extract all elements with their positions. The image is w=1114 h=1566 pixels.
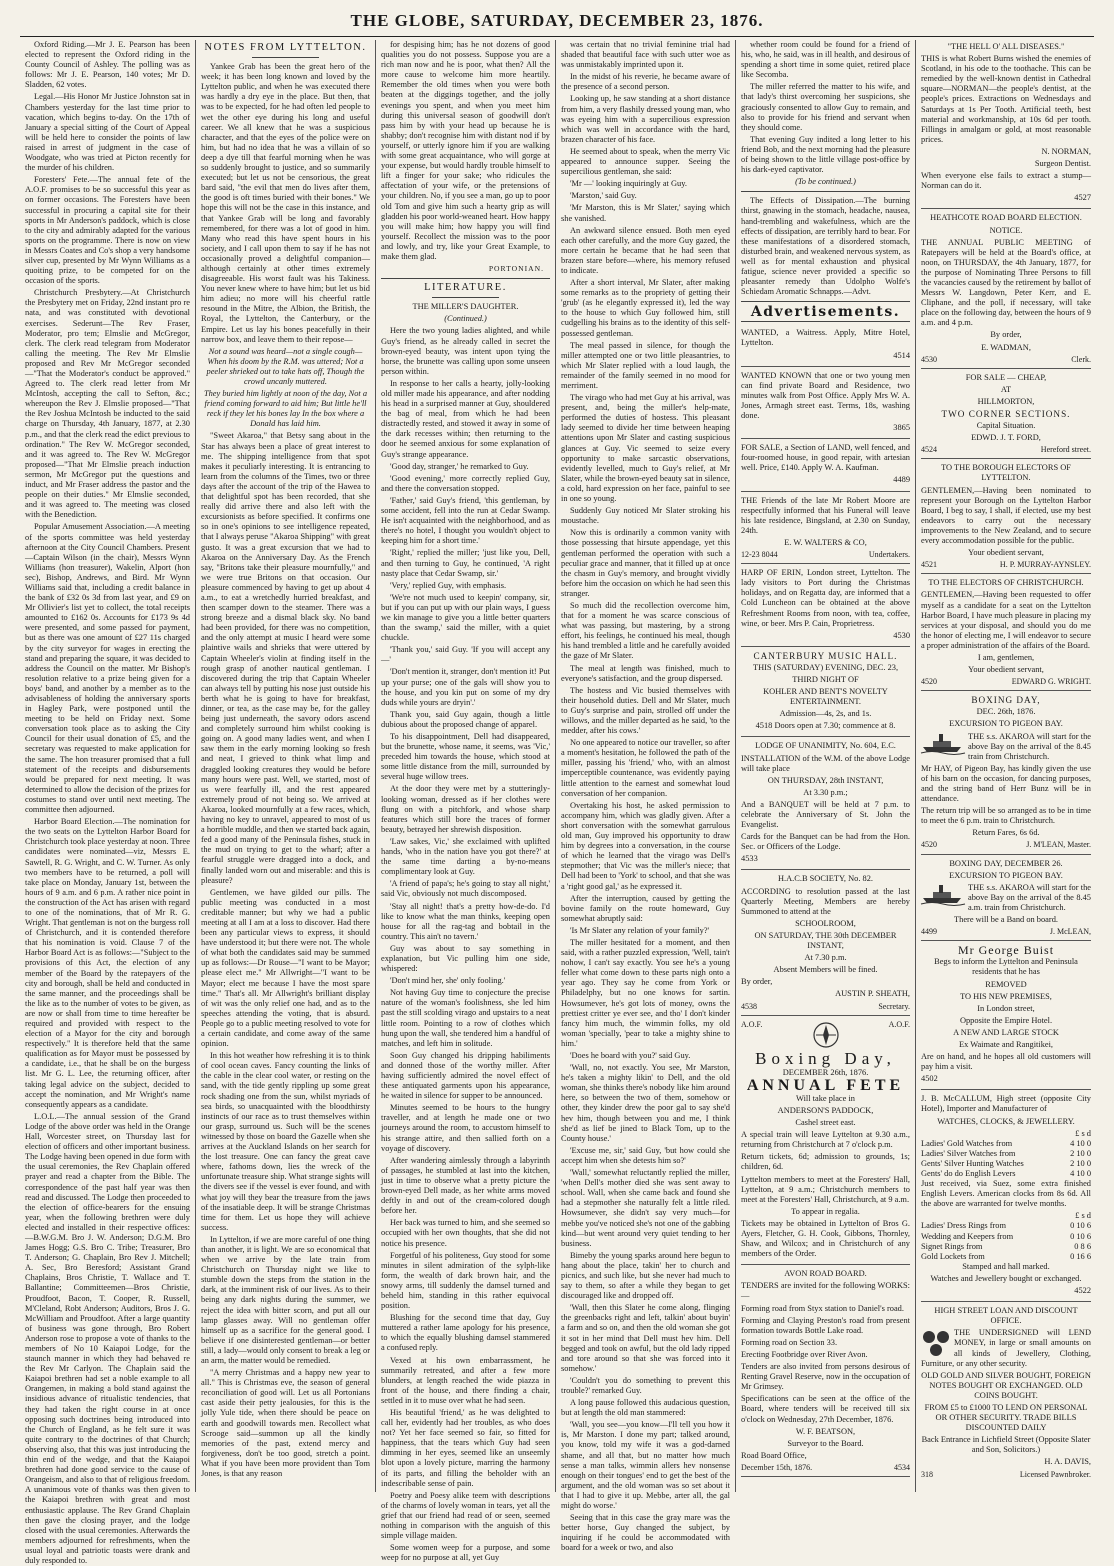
story-paragraph: So much did the recollection overcome him, that for a moment he was scarce conscious of what was passing, but mastering, by a strong effort, his feelings, he continued his meal, though his hand trembled a little and he carefully avoided the gaze of Mr Slater.: [561, 600, 730, 661]
story-paragraph: Thank you, said Guy again, though a little dubious about the proposed change of apparel.: [381, 709, 550, 729]
ad-title: BOXING DAY, DECEMBER 26.: [949, 858, 1063, 868]
ad-line: 4518 Doors open at 7.30; commence at 8.: [755, 721, 896, 731]
story-paragraph: 'Wall,' somewhat reluctantly replied the miller, 'when Dell's mother died she was sent away to school. Wall, when she came back and found she had a stepmother she naturally felt a little riled. Howsumever, she didn't say very much—for mebbe you've noticed she's not one of the gabbing kind—but went around very quiet tending to her business.: [561, 1168, 730, 1248]
price-row: [921, 1149, 1091, 1159]
ad-number: 4520: [921, 677, 937, 687]
ad-line: Opposite the Empire Hotel.: [959, 1015, 1053, 1025]
story-paragraph: To his disappointment, Dell had disappeared, but the brunette, whose name, it seems, was 'Vic,' preceded him towards the house, which stood at some little distance from the mill, surrounded by several huge willow trees.: [381, 732, 550, 782]
ad-waitress: [741, 326, 910, 366]
ad-line: FROM £5 to £1000 TO LEND ON PERSONAL OR OTHER SECURITY. TRADE BILLS DISCOUNTED DAILY: [924, 1402, 1088, 1433]
ad-title: BOXING DAY,: [971, 695, 1041, 706]
ad-role: Clerk.: [1071, 354, 1091, 364]
ad-title: HEATHCOTE ROAD BOARD ELECTION.: [930, 213, 1082, 223]
story-paragraph: 'Mr —' looking inquiringly at Guy.: [570, 179, 687, 189]
price-table: [921, 1129, 1091, 1179]
ad-text: INSTALLATION of the W.M. of the above Lodge will take place: [741, 753, 910, 773]
ad-text: Forming and Claying Preston's road from present formation towards Bottle Lake road.: [741, 1315, 910, 1335]
price-head: £ s d: [1075, 1211, 1091, 1221]
ad-line: TO HIS NEW PREMISES,: [960, 991, 1052, 1001]
ad-line: HILLMORTON,: [977, 396, 1035, 406]
article-paragraph: Yankee Grab has been the great hero of the week; it has been long known and loved by the Lyttelton public, and when he was executed there was hardly a dry eye in the place. But then, that was to be expected, for he had often led people to wet the other eye during his long and useful career. We all knew that he was a suspicious character, and that the eyes of the police were on him, but had no idea that he was a villain of so deep a dye till that fearful morning when he was so suddenly brought to justice, and so summarily executed; but let us not be censorious, the great bard said, "the evil that men do lives after them, the good is oft times buried with their bones." We hope this will not be the case in this instance, and that Yankee Grab will be long and favorably remembered, for there was a lot of good in him. Many who read this have spent hours in his society, and I call upon them to say if he has not occasionally proved a delightful companion—although certainly at other times extremely disagreeable. His worst fault was his Takiness. You never knew where to have him; but let us bid him adieu; no more will his cheerful rattle resound in the Mitre, the Albion, the British, the Royal, the Lyttelton, the Canterbury, or the Empire. Let us lay his bones peacefully in their narrow box, and leave them to their repose—: [201, 62, 370, 344]
ad-line: Ex Waimate and Rangitikei,: [958, 1039, 1054, 1049]
ad-line: There will be a Band on board.: [954, 915, 1058, 925]
story-paragraph: 'Wall, no, not exactly. You see, Mr Marston, he's taken a mighty likin' to Dell, and the old woman, she thinks there's nobody like him around here, so between the two of them, somehow or other, they kinder drew the poor gal to say she'd hev him, though between you and me, I think she'd as lief be jined to Black Tom, up to the County house.': [561, 1063, 730, 1143]
ad-text: HARP OF ERIN, London street, Lyttelton. The lady visitors to Port during the Christmas holidays, and on Regatta day, are informed that a Cold Luncheon can be obtained at the above Refreshment Rooms from noon, with tea, coffee, wine, or beer. Mrs P. Cain, Proprietress.: [741, 568, 910, 628]
article-paragraph: Gentlemen, we have gilded our pills. The public meeting was conducted in a most creditable manner; but why we had a public meeting at all I am at a loss to discover. Had there been any particular views to express, it should have understood it; but there were not. The whole of what both the candidates said may be summed up as follows:—Dr Rouse—"I want to be Mayor; please elect me." Mr Allwright—"I want to be Mayor; elect me because I have the most spare time." That's all. Mr Allwright's brilliant display of wit was the only relief one had, and as to the speeches attending the voting, that is absurd. People go to a public meeting resolved to vote for a certain candidate, and come away of the same opinion.: [201, 887, 370, 1049]
ad-number: 4514: [893, 350, 910, 360]
price-value: 0 8 6: [1074, 1241, 1091, 1251]
ad-loan-office: [921, 1304, 1091, 1483]
ad-text: THE Friends of the late Mr Robert Moore are respectfully informed that his Funeral will leave his late residence, Bingsland, at 2.30 on Sunday, 24th.: [741, 495, 910, 535]
story-paragraph: Now this is ordinarily a common vanity with those possessing that hirsute appendage, yet this gentleman performed the operation with such a peculiar grace and manner, that it filled up at once the chasm in Guy's memory, and brought vividly before him the occasion on which he had seen this stranger.: [561, 528, 730, 598]
ad-number: 4520: [921, 840, 937, 850]
ad-text: When everyone else fails to extract a stump—Norman can do it.: [921, 171, 1091, 191]
ad-footer: [921, 840, 1091, 850]
steamship-icon: [921, 883, 965, 905]
story-paragraph: Suddenly Guy noticed Mr Slater stroking his moustache.: [561, 506, 730, 526]
story-paragraph: Guy was about to say something in explanation, but Vic pulling him one side, whispered:: [381, 943, 550, 974]
advertisements-heading: Advertisements.: [750, 304, 901, 321]
ad-avon-road-board: [741, 1267, 910, 1477]
price-head: £ s d: [1075, 1128, 1091, 1138]
story-paragraph: Some women weep for a purpose, and some weep for no purpose at all, yet Guy: [381, 1543, 550, 1563]
ad-signatory: J. McLEAN,: [1049, 927, 1091, 937]
price-row: [921, 1169, 1091, 1179]
ad-christchurch-electors: [921, 576, 1091, 691]
story-paragraph: Minutes seemed to be hours to the hungry traveller, and at length he made one or two journeys around the room, to accustom himself to his strange attire, and then sallied forth on a voyage of discovery.: [381, 1103, 550, 1153]
ad-number: 4533: [741, 854, 758, 864]
story-paragraph: Seeing that in this case the gray mare was the better horse, Guy changed the subject, by inquiring if he could be accommodated with board for a week or two, and also: [561, 1513, 730, 1553]
ad-text: Forming road from Styx station to Daniel's road.: [741, 1303, 904, 1313]
ad-role: Surveyor to the Board.: [787, 1438, 864, 1448]
ad-lyttelton-electors: [921, 461, 1091, 574]
ad-text-with-steamer: [921, 732, 1091, 762]
story-paragraph: Overtaking his host, he asked permission to accompany him, which was gladly given. After a short conversation with the somewhat garrulous old man, Guy improved his opportunity to draw him by degrees into a conversation, in the course of which he learned that the virago was Dell's stepmother; that Vic was the miller's niece; that Dell had been to 'York' to school, and that she was a 'right good gal,' as he expressed it.: [561, 800, 730, 891]
story-paragraph: A long pause followed this audacious question, but at length the old man stammered:: [561, 1398, 730, 1418]
price-item: Ladies' Gold Watches from: [921, 1138, 1013, 1148]
ad-line: By order,: [741, 977, 773, 987]
price-value: 4 10 0: [1070, 1138, 1091, 1148]
ad-line: At 3.30 p.m.;: [803, 787, 848, 797]
ad-text-with-emblem: [921, 1328, 1091, 1368]
story-paragraph: 'Mr Marston, this is Mr Slater,' saying which she vanished.: [561, 203, 730, 223]
ad-footer: [921, 355, 1091, 365]
ad-number: 12-23 8044: [741, 550, 778, 560]
ad-text: Return tickets, 6d; admission to grounds, 1s; children, 6d.: [741, 1152, 910, 1172]
ad-signatory: EDWARD G. WRIGHT.: [1011, 677, 1091, 687]
story-paragraph: Soon Guy changed his dripping habiliments and donned those of the worthy miller. After having sufficiently admired the novel effect of these antiquated garments upon his appearance, he waited in silence for supper to be announced.: [381, 1050, 550, 1101]
ad-title: WATCHES, CLOCKS, & JEWELLERY.: [937, 1116, 1075, 1126]
masthead: THE GLOBE, SATURDAY, DECEMBER 23, 1876.: [20, 8, 1094, 37]
ad-number: 4534: [894, 1462, 910, 1472]
aof-label: A.O.F.: [888, 1019, 910, 1029]
price-item: Wedding and Keepers from: [921, 1231, 1014, 1241]
verse: They buried him lightly at noon of the day, Not a friend coming forward to aid him; But little he'll reck if they let his bones lay In the box where a Donald has laid him.: [203, 389, 368, 429]
ad-text: WANTED KNOWN that one or two young men can find private Board and Residence, two minutes walk from Post Office. Apply Mrs W. A. Jones, Armagh street east. Terms, 18s, washing done.: [741, 370, 910, 420]
ad-signatory: EDWD. J. T. FORD,: [971, 433, 1041, 443]
ad-number: 4527: [1074, 193, 1091, 203]
divider: [381, 278, 550, 279]
story-paragraph: An awkward silence ensued. Both men eyed each other carefully, and the more Guy gazed, the more certain he became that he had seen that brazen stare before—where, his memory refused to indicate.: [561, 225, 730, 275]
ad-text: Cards for the Banquet can be had from the Hon. Sec. or Officers of the Lodge.: [741, 832, 910, 852]
price-item: Gents' Silver Hunting Watches: [921, 1158, 1024, 1168]
column-3: [376, 40, 556, 1563]
story-paragraph: Not having Guy time to conjecture the precise nature of the woman's foolishness, she led him past the still scolding virago and upstairs to a neat little room. Pointing to a row of clothes which hung upon the wall, she tendered him a handful of matches, and left him in solitude.: [381, 988, 550, 1048]
story-paragraph: 'Don't mention it, stranger, don't mention it! Put up your purse; one of the gals will show you to the house, and you kin put on some of my dry duds while yours are dryin'.': [381, 667, 550, 707]
article-paragraph: In Lyttelton, if we are more careful of one thing than another, it is light. We are so economical that when we arrive by the late train from Christchurch on Thursday night we like to stumble down the steps from the station in the dark, at the imminent risk of our lives. As to their being any dark nights during the summer, we reject the idea with bitter scorn, and put all our lamp glasses away. Will no gentleman offer himself up as a sacrifice for the general good. I believe if one disinterested gentleman—or better still, a lady—would only consent to break a leg or an arm, the matter would be remedied.: [201, 1234, 370, 1365]
news-item: Legal.—His Honor Mr Justice Johnston sat in Chambers yesterday for the last time prior to vacation, which begins to-day. On the 17th of January a special sitting of the Court of Appeal will be held here to consider the points of law raised in arrest of judgment in the case of Woodgate, who was tried at Picton recently for the murder of his children.: [25, 92, 190, 173]
ad-number: 4530: [921, 354, 937, 364]
ad-footer: [921, 560, 1091, 570]
price-item: Ladies' Silver Watches from: [921, 1148, 1016, 1158]
verse: Not a sound was heard—not a single cough— When his doom by the R.M. was uttered; Not a peeler shrieked out to take hats off, Though the crowd uncanly muttered.: [206, 346, 365, 386]
ad-text: THE s.s. AKAROA will start for the above Bay on the arrival of the 8.45 train from Christchurch.: [968, 731, 1091, 761]
story-paragraph: 'We're not much used to keepin' company, sir, but if you can put up with our plain ways, I guess we kin manage to give you a little better quarters than the swamp,' said the miller, with a quiet chuckle.: [381, 592, 550, 643]
ad-number: 4522: [1074, 1286, 1091, 1296]
news-item: Foresters' Fete.—The annual fete of the A.O.F. promises to be so successful this year as on former occasions. The Foresters have been successful in procuring a capital site for their sports in Mr Anderson's paddock, which is close to the city and admirably adapted for the various sports on the programme. There is now on view in Messrs Coates and Co's shop a very handsome silver cup, presented by Mr Wynn Williams as a quoiting prize, to be competed for on the occasion of the sports.: [25, 175, 190, 286]
ad-line: ON SATURDAY, THE 30th DECEMBER INSTANT,: [754, 930, 897, 951]
ad-signatory: N. NORMAN,: [1041, 146, 1091, 156]
columns: [20, 40, 1096, 1565]
ad-title: "THE HELL O' ALL DISEASES.": [947, 42, 1065, 51]
ad-line: Cashel street east.: [795, 1118, 856, 1128]
story-paragraph: 'Father,' said Guy's friend, 'this gentleman, by some accident, fell into the run at Cedar Swamp. He isn't acquainted with the neighborhood, and as there's no hotel, I thought you wouldn't object to keeping him for a short time.': [381, 495, 550, 546]
ad-music-hall: [741, 649, 910, 738]
ad-harp-of-erin: [741, 566, 910, 647]
ad-signatory: AUSTIN P. SHEATH,: [835, 989, 910, 999]
ad-text: WANTED, a Waitress. Apply, Mitre Hotel, Lyttelton.: [741, 328, 910, 348]
ad-line: THIRD NIGHT OF: [792, 674, 859, 684]
ad-signatory: W. F. BEATSON,: [795, 1426, 856, 1436]
ad-line: To appear in regalia.: [791, 1206, 860, 1216]
story-paragraph: Poetry and Poesy alike teem with descriptions of the charms of lovely woman in tears, yet all the grief that our friend had read of or seen, seemed nothing in comparison with the anguish of this simple village maiden.: [381, 1490, 550, 1541]
ad-title: TO THE ELECTORS OF CHRISTCHURCH.: [928, 578, 1084, 588]
ad-title: Boxing Day,: [755, 1048, 896, 1068]
price-row: [921, 1139, 1091, 1149]
ad-footer: [921, 445, 1091, 455]
ad-text: GENTLEMEN,—Having been nominated to represent your Borough on the Lyttelton Harbor Board, I beg to say, I shall, if elected, use my best endeavors to carry out the necessary improvements to the New Zealand, and to secure every accommodation possible for the public.: [921, 485, 1091, 546]
story-paragraph: 'Excuse me, sir,' said Guy, 'but how could she accept him when she detests him so?': [561, 1145, 730, 1165]
story-paragraph: That evening Guy indited a long letter to his friend Bob, and the next morning had the pleasure of being shown to the little village post-office by his dark-eyed captivator.: [741, 134, 910, 175]
ad-number: 318: [921, 1469, 933, 1479]
story-paragraph: Vexed at his own embarrassment, he summarily retreated, and after a few more blunders, at length reached the wide piazza in front of the house, and there finding a chair, settled in it to muse over what he had seen.: [381, 1355, 550, 1405]
ad-line: Stamped and hall marked.: [962, 1261, 1050, 1271]
article-paragraph: "A merry Christmas and a happy new year to all." This is Christmas eve, the season of general reconciliation of good will. Let us all Portonians cast aside their petty jealousies, for this is the jolly Yule tide, when there should be peace on earth and goodwill towards men. Recollect what Scrooge said—summon up all the kindly memories of the past, extend mercy and forgiveness, don't be too good, stretch a point. What if you have been more provident than Tom Jones, is that any reason: [201, 1368, 370, 1479]
ad-number: 3865: [893, 423, 910, 433]
ad-footer: [741, 1002, 910, 1012]
ad-line: Return Fares, 6s 6d.: [972, 828, 1040, 838]
ad-text: And a BANQUET will be held at 7 p.m. to celebrate the Anniversary of St. John the Evangelist.: [741, 799, 910, 830]
news-item: Christchurch Presbytery.—At Christchurch the Presbytery met on Friday, 22nd instant pro re nata, and was constituted with devotional exercises. Sederunt—The Rev Fraser, Moderator, pro tem; Elmslie and McGregor, clerk. The clerk read telegram from Moderator calling the meeting. The Rev Mr Elmslie proposed and Rev Mr McGregor seconded—"That the Moderator's conduct be approved." Agreed to. The clerk read letter from Mr McIntosh, accepting the call to Sefton, &c.; whereupon the Rev J. Elmslie proposed—"That the Rev Joshua McIntosh be inducted to the said charge on Thursday, 4th January, 1877, at 2.30 p.m., and that the clerk read the edict previous to ordination." The Rev W. McGregor seconded, and it was agreed to. The Rev W. McGregor proposed—"That Mr Elmslie preach induction sermon, Mr McGregor put the questions and induct, and Mr Fraser address the pastor and the people on their duties." Mr Elmslie seconded, and it was agreed to. The meeting was closed with the Benediction.: [25, 288, 190, 520]
aof-label: A.O.F.: [741, 1019, 763, 1029]
price-value: 4 10 0: [1070, 1169, 1091, 1178]
ad-footer: [741, 550, 910, 560]
ad-date: December 15th, 1876.: [741, 1462, 813, 1472]
ad-role: Surgeon Dentist.: [1034, 159, 1091, 169]
section-heading: LITERATURE.: [424, 282, 507, 294]
ad-number: 4489: [893, 475, 910, 485]
ad-line: Admission—4s, 2s, and 1s.: [779, 709, 872, 719]
ad-line: Absent Members will be fined.: [773, 965, 878, 975]
pawnbroker-balls-icon: [921, 1328, 951, 1358]
ad-footer: [921, 677, 1091, 687]
ad-line: ANDERSON'S PADDOCK,: [777, 1105, 874, 1115]
price-row: [921, 1242, 1091, 1252]
ad-line: Watches and Jewellery bought or exchanged.: [930, 1273, 1082, 1283]
ad-text: THE s.s. AKAROA will start for the above Bay on the arrival of the 8.45 a.m. train from Christchurch.: [968, 882, 1091, 912]
ad-text: Tickets may be obtained in Lyttelton of Bros G. Ayers, Fletcher, G. H. Cook, Gibbons, Thornley, Shaw, and Wilcox; and in Christchurch of any members of the Order.: [741, 1218, 910, 1259]
ad-title: LODGE OF UNANIMITY, No. 604, E.C.: [755, 741, 896, 751]
ad-line: REMOVED: [985, 979, 1027, 989]
story-paragraph: 'Law sakes, Vic,' she exclaimed with uplifted hands, 'who in the nation have you got there?' at the same time darting a by-no-means complimentary look at Guy.: [381, 836, 550, 877]
ad-text: Begs to inform the Lyttelton and Peninsula residents that he has: [934, 957, 1078, 977]
ad-text: J. B. McCALLUM, High street (opposite City Hotel), Importer and Manufacturer of: [921, 1094, 1091, 1114]
news-item: Harbor Board Election.—The nomination for the two seats on the Lyttelton Harbor Board for Christchurch took place yesterday at noon. Three candidates were nominated—viz, Messrs E. Sawtell, R. G. Wright, and C. W. Turner. As only two members have to be returned, a poll will take place on Monday, January 1st, between the hours of 9 a.m. and 6 p.m. A rather nice point in the construction of the Act has arisen with regard to one of the nominations, that of Mr R. G. Wright. That gentleman is not on the burgess roll of Christchurch, and it is contended therefore that his nomination is void. Clause 7 of the Harbor Board Act is as follows:—"Subject to the provisions of this Act, the election of any member of the Board by the ratepayers of the city and borough, shall be held and conducted in the same manner, and the proceedings shall be the like as to the number of votes to be given, as are now or shall from time to time hereafter be required and provided with respect to the election of a Mayor for the city and borough respectively." It is therefore held that the same qualification as for Mayor must be possessed by a candidate, i.e., that he shall be on the burgess list. Mr G. L. Lee, the returning officer, after taking legal advice on the subject, decided to accept the nomination, and Mr Wright's name consequently appears as a candidate.: [25, 817, 190, 1109]
story-paragraph: He seemed about to speak, when the merry Vic appeared to announce supper. Seeing the supercilious gentleman, she said:: [561, 146, 730, 177]
ad-number: 4530: [893, 630, 910, 640]
ad-funeral: [741, 494, 910, 565]
price-item: Signet Rings from: [921, 1241, 983, 1251]
story-paragraph: At the door they were met by a stutteringly-looking woman, dressed as if her clothes were flung on with a pitchfork, and whose sharp features which still bore the traces of former beauty, betrayed her shrewish disposition.: [381, 784, 550, 834]
story-paragraph: After a short interval, Mr Slater, after making some remarks as to the propriety of getting their 'grub' (as he elegantly expressed it), led the way to the house to which Guy followed him, still cudgelling his brains as to the identity of this self-possessed gentleman.: [561, 278, 730, 338]
ad-line: Your obedient servant,: [968, 548, 1044, 558]
ad-text: Just received, via Suez, some extra finished English Levers. American clocks from 8s 6d. All the above are warranted for twelve months.: [921, 1179, 1091, 1209]
ad-hillmorton-sale: [921, 371, 1091, 460]
price-item: Gents' do do English Levers: [921, 1169, 1016, 1178]
ad-footer: [921, 1470, 1091, 1480]
story-paragraph: Here the two young ladies alighted, and while Guy's friend, as he already called in secret the brown-eyed beauty, was intent upon tying the horse, the brunette was calling upon some unseen person within.: [381, 326, 550, 376]
ad-line: AT: [1000, 384, 1012, 394]
ad-line: Capital Situation.: [976, 421, 1036, 431]
ad-signatory: H. P. MURRAY-AYNSLEY.: [999, 560, 1091, 570]
ad-hacb-society: [741, 872, 910, 1015]
price-value: 0 10 6: [1070, 1231, 1091, 1241]
divider: [252, 57, 320, 58]
ad-text: GENTLEMEN,—Having been requested to offer myself as a candidate for a seat on the Lyttelton Harbor Board, I have much pleasure in placing my services at your disposal, and should you do me the honor of electing me, I will endeavor to secure a proper administration of the affairs of the Board.: [921, 590, 1092, 650]
ad-number: 4521: [921, 560, 937, 570]
story-paragraph: In response to her calls a hearty, jolly-looking old miller made his appearance, and after nodding his head in a surprised manner at Guy, shouldered the bag of meal, from which he had been distractedly rested, and stowed it away in some of the dark recesses within; then returning to the door he seemed anxious for some explanation of Guy's strange appearance.: [381, 378, 550, 459]
ad-foresters-fete: [741, 1018, 910, 1266]
ad-role: Secretary.: [878, 1001, 910, 1011]
ad-line: Back Entrance in Lichfield Street (Opposite Slater and Son, Solicitors.): [921, 1435, 1091, 1455]
section-heading: NOTES FROM LYTTELTON.: [204, 42, 367, 53]
ad-text: Mr HAY, of Pigeon Bay, has kindly given the use of his barn on the occasion, for dancing purposes, and the string band of Herr Bunz will be in attendance.: [921, 763, 1091, 804]
story-paragraph: 'Couldn't you do something to prevent this trouble?' remarked Guy.: [561, 1375, 730, 1395]
price-value: 0 10 6: [1070, 1221, 1091, 1231]
price-row: [921, 1159, 1091, 1169]
divider: [432, 297, 500, 298]
ad-text: Erecting Footbridge over River Avon.: [741, 1349, 868, 1359]
ad-line: EXCURSION TO PIGEON BAY.: [949, 719, 1063, 729]
ad-number: 4524: [921, 445, 937, 455]
divider: [741, 301, 910, 302]
ad-footer: [921, 927, 1091, 937]
story-paragraph: Her back was turned to him, and she seemed so occupied with her own thoughts, that she did not notice his presence.: [381, 1218, 550, 1248]
steamship-icon: [921, 732, 965, 754]
ad-mccallum-watches: [921, 1092, 1091, 1302]
story-paragraph: 'Stay all night! that's a pretty how-de-do. I'd like to know what the man thinks, keeping open house for all the rag-tag and bobtail in the country. This ain't no tavern.': [381, 901, 550, 941]
story-paragraph: Blushing for the second time that day, Guy muttered a rather lame apology for his presence, to which the equally blushing damsel stammered a confused reply.: [381, 1313, 550, 1353]
ad-line: EXCURSION TO PIGEON BAY.: [949, 870, 1063, 880]
ad-george-buist: [921, 943, 1091, 1090]
ad-title: TO THE BOROUGH ELECTORS OF LYTTELTON.: [941, 463, 1071, 483]
divider: [741, 321, 910, 322]
story-paragraph: 'Good evening,' more correctly replied Guy, and there the conversation stopped.: [381, 473, 550, 493]
ad-line: DECEMBER 26th, 1876.: [782, 1067, 869, 1077]
story-paragraph: 'Wall, you see—you know—I'll tell you how it is, Mr Marston. I done my part; talked around, you know, told my wife it was a god-darned shame, and all that, but no matter how much sense a man talks, wimmin allers hev nonsense enough on their tongues' end to get the best of the argument, and the old woman was so set about it that I had to give it up. Mebbe, arter all, the gal might do worse.': [561, 1420, 730, 1511]
article-paragraph: for despising him; has he not dozens of good qualities you do not possess. Suppose you are a rich man now and he is poor, what then? All the more cause to welcome him more heartily. Remember the old times when you were both beaten at the diggings together, and the jolly evenings you spent, and when you meet him during this universal season of goodwill don't pass him by with your head up because he is shabby; don't recognise him with distant nod if by yourself, or utterly ignore him if you are walking with some great acquaintance, who will gorge at your expense, but would hardly trouble himself to lift a finger for your sake; who ridicules the affectation of your wife, or the pretensions of your children. No, if you see a man, go up to poor old Tom and give him such a hearty grip as will gladden his poor world-weaned heart. How happy you will make him; how happy you will find yourself. Recollect the mission was to the poor and lowly, and try, like your Great Example, to make them glad.: [381, 40, 550, 261]
story-paragraph: Looking up, he saw standing at a short distance from him, a very flashily dressed young man, who was eyeing him with a supercilious expression which was well in accordance with the hard, brazen character of his face.: [561, 94, 730, 144]
ad-number: 4538: [741, 1001, 757, 1011]
story-paragraph: His beautiful 'friend,' as he was delighted to call her, evidently had her troubles, as who does not? Yet her face seemed so fair, so fitted for happiness, that the tears which Guy had seen dimming in her eyes, seemed like an unseemly blot upon a lovely picture, marring the harmony of its parts, and filling the beholder with an indescribable sense of pain.: [381, 1408, 550, 1488]
ad-number: 4502: [921, 1074, 938, 1084]
ad-land-sale: [741, 441, 910, 491]
ad-lodge-unanimity: [741, 739, 910, 870]
article-paragraph: In this hot weather how refreshing it is to think of cool ocean caves. Fancy counting the links of the cable in the clear cool water, or resting on the sand, with the tide gently rippling up some great rock shading one from the sun, whilst myriads of sea birds, so unacquainted with the bloodthirsty instincts of our race as to trust themselves within our grasp, surround us. Such will be the scenes witnessed by those on board the Gazelle when she arrives at the Auckland Islands on her search for the lost treasure. One can fancy the great cave where, fathoms down, lies the wreck of the unfortunate treasure ship. What strange sights will the divers see if the vessel is ever found, and with what joy will they bear the treasure from the jaws of the insatiable deep. It will be strange Christmas time for them. Let us hope they will achieve success.: [201, 1051, 370, 1232]
ad-line: In London street,: [977, 1003, 1035, 1013]
news-item: Popular Amusement Association.—A meeting of the sports committee was held yesterday afternoon at the City Council Chambers. Present—Captain Wilson (in the chair), Messrs Wynn Williams (hon treasurer), Wakelin, Alport (hon sec), Bishop, Andrews, and Bird. Mr Wynn Williams said that, including a credit balance in the bank of £32 0s 3d from last year, and £9 on Mr Ollivier's list yet to collect, the total receipts amounted to £162 0s. Accounts for £173 9s 4d were presented, and some passed for payment, but as there was one amount of £27 11s charged by the city surveyor for wages in erecting the stand and preparing the square, it was decided to address the Council on the matter. Mr Bishop's resolution relative to a prize being given for a boys' band, and another by a member as to the advisableness of holding the anniversary sports in Hagley Park, were postponed until the meeting to be held on Friday next. Some conversation took place as to asking the City Council for their usual donation of £5, and the secretary was requested to make application for the same. The hon treasurer promised that a full statement of the receipts and disbursements would be prepared for next meeting. It was determined to allow the decision of the prizes for costumes to stand over until next meeting. The committee then adjourned.: [25, 522, 190, 815]
ad-text: A special train will leave Lyttelton at 9.30 a.m., returning from Christchurch at 7 o'clock p.m.: [741, 1130, 910, 1150]
ad-text: FOR SALE, a Section of LAND, well fenced, and four-roomed house, in good repair, with artesian well. Price, £140. Apply W. A. Kaufman.: [741, 443, 910, 473]
ad-line: DEC. 26th, 1876.: [976, 707, 1036, 717]
ad-address: Hereford street.: [1040, 445, 1091, 455]
ad-role: Licensed Pawnbroker.: [1019, 1469, 1091, 1479]
ad-line: SCHOOLROOM,: [795, 918, 856, 928]
column-1: [20, 40, 196, 1565]
price-value: 0 16 6: [1070, 1251, 1091, 1261]
price-row: [921, 1232, 1091, 1242]
story-paragraph: The hostess and Vic busied themselves with their household duties. Dell and Mr Slater, much to Guy's surprise and pain, strolled off under the willows, and the miller departed as he said, 'to the medder, after his cows.': [561, 685, 730, 736]
ad-heathcote-election: [921, 211, 1091, 368]
ad-text: THE UNDERSIGNED will LEND MONEY, in large or small amounts on all kinds of Jewellery, Clothing, Furniture, or any other security.: [921, 1328, 1091, 1368]
story-paragraph: 'Good day, stranger,' he remarked to Guy.: [390, 461, 529, 471]
ad-line: At 7.30 p.m.: [804, 953, 847, 963]
news-item: Oxford Riding.—Mr J. E. Pearson has been elected to represent the Oxford riding in the County Council of Ashley. The polling was as follows: Mr J. E. Pearson, 140 votes; Mr D. Sladden, 62 votes.: [25, 40, 190, 90]
story-paragraph: 'Marston,' said Guy.: [570, 191, 637, 201]
story-paragraph: 'A friend of papa's; he's going to stay all night,' said Vic, obviously not much discomposed.: [381, 879, 550, 899]
ad-text: TENDERS are invited for the following WORKS:—: [741, 1281, 910, 1301]
story-paragraph: 'Very,' replied Guy, with emphasis.: [390, 580, 507, 590]
price-row: [921, 1221, 1091, 1231]
story-paragraph: The miller referred the matter to his wife, and that lady's thirst overcoming her suspicions, she graciously consented to allow Guy to remain, and also to provide for his friend and servant when they should come.: [741, 82, 910, 132]
to-be-continued: (To be continued.): [795, 177, 856, 187]
story-paragraph: The miller hesitated for a moment, and then said, with a rather puzzled expression, 'Well, tain't nohow, I can't say exactly. You see he's a young feller what come down to these parts nigh onto a year ago. They say he come from York or Philadelphy, but no one knows for sartin. Howsumever, he's got lots of money, owns the prettiest critter ye ever see, and tho' I don't kinder fancy him much, the wimmin folks, my old woman 'specially, 'pear to take a mighty shine to him.': [561, 937, 730, 1048]
aof-emblem-row: [741, 1020, 910, 1050]
ad-title: FOR SALE — CHEAP,: [965, 372, 1047, 382]
article-paragraph: "Sweet Akaroa," that Betsy sang about in the Star has always been a place of great interest to me. The shipping intelligence from that spot makes it peculiarly interesting. It is entrancing to learn from the columns of the Times, two or three days after the account of the trip of the Hawea to that delightful spot has been recorded, that she really did arrive there and also left with the excursionists as before specified. It confirms one so in one's opinions to see intelligence repeated, that I always peruse "Akaroa Shipping" with great gusto. It was a great excursion that we had to Akaroa on the Anniversary Day. As the French say, "Britons take their pleasure mournfully," and we were true Britons on that occasion. Our pleasure commenced by having to get up about 4 a.m., to eat a wretchedly hurried breakfast, and then scamper down to the steamer. There was a strong breeze and a dismal black sky. No band had been provided, for there was no competition, and the only attempt at music I heard were some plaintive wails and shrieks that were uttered by Captain Wheeler's violin at finding itself in the rough grasp of another nautical gentleman. I discovered during the trip that Captain Wheeler can always tell by putting his nose just outside his berth what he is going to have for breakfast, dinner, or tea, as the case may be, for the galley being just underneath, the savory odors ascend and completely surround him whilst cooking is going on. A good many ladies went, and when I saw them in the early morning looking so fresh and neat, I grieved to think what limp and draggled looking creatures they would be before many hours were past. Well, we started, most of us were fearfully ill, and the rest appeared extremely proud of not being so. We arrived at Akaroa, looked mournfully at a few races, which, having no key to unravel, appeared to most of us a horrible muddle, and then we started back again, fed a good many of the Peninsula fishes, stuck in the mud on trying to get to the wharf; after a fearful struggle were dragged into a dock, and finally landed worn out and miserable: and this is pleasure?: [201, 431, 370, 885]
story-paragraph: whether room could be found for a friend of his, who, he said, was in ill health, and desirous of spending a short time in some quiet, retired place like Secomba.: [741, 40, 910, 80]
ad-text: Specifications can be seen at the office of the Board, where tenders will be received till six o'clock on Wednesday, 27th December, 1876.: [741, 1394, 910, 1424]
story-paragraph: Bimeby the young sparks around here begun to hang about the place, takin' her to church and picnics, and such like, but she never had much to say to them, so after a while they began to get discouraged like and dropped off.: [561, 1250, 730, 1301]
ad-title: Mr George Buist: [957, 943, 1055, 958]
story-title: THE MILLER'S DAUGHTER.: [412, 302, 519, 312]
price-value: 2 10 0: [1070, 1148, 1091, 1158]
ad-firm: E. W. WALTERS & CO,: [784, 537, 867, 547]
ad-title: H.A.C.B SOCIETY, No. 82.: [777, 874, 873, 884]
ad-line: I am, gentlemen,: [977, 652, 1035, 662]
ad-title: ANNUAL FETE: [746, 1076, 905, 1094]
story-paragraph: was certain that no trivial feminine trial had shaded that beautiful face with such utter woe as was unmistakably imprinted upon it.: [561, 40, 730, 70]
news-item: L.O.L.—The annual session of the Grand Lodge of the above order was held in the Orange Hall, Worcester street, on Thursday last for election of officers and other important business. The Lodge having been opened in due form with the usual ceremonies, the Rev Chaplain offered prayer and read a chapter from the Bible. The correspondence of the past half year was then read and discussed. The Lodge then proceeded to the election of office-bearers for the ensuing year, when the following brethren were duly elected and installed in their respective offices:—B.W.G.M. Bro J. W. Anderson; D.G.M. Bro James Hogg; G.S. Bro C. Tribe; Treasurer, Bro T. Anderson; G. Chaplain, Bro Rev J. Mitchell; A. Sec, Bro Beresford; Assistant Grand Chaplains, Bros Christie, T. Wallace and T. Ballantine; Committeemen—Bros Christie, Proudfoot, Bacon, T. Cooper, R. Russell, M'Cleland, Robt Anderson; Auditors, Bros J. G. McWilliam and Proudfoot. After a large quantity of business was gone through, Bro Robert Anderson rose to propose a vote of thanks to the members of No 10 Kaiapoi Lodge, for the staunch manner in which they had behaved re the Rev Mr Carlyon. The Chaplain said the Kaiapoi brethren had set a noble example to all Orangemen, in making a bold stand against the insidious advance of ritualistic tendencies, that they had taken the right course in at once opposing such doctrines being introduced into the Church of England, as he felt sure it was quite contrary to the doctrines of that Church; observing also, that this was just introducing the thin end of the wedge, and that the Kaiapoi brethren had done good service to the cause of Orangeism, and also to that of religious freedom. A unanimous vote of thanks was then given to the Kaiapoi brethren with great and most enthusiastic applause. The Rev Grand Chaplain then gave the closing prayer, and the lodge closed with the usual ceremonies. Afterwards the members adjourned for refreshments, when the usual loyal and patriotic toasts were drank and duly responded to.: [25, 1111, 190, 1565]
ad-line: Will take place in: [796, 1093, 855, 1103]
ad-line: A NEW AND LARGE STOCK: [953, 1027, 1059, 1037]
ad-dentist: [921, 40, 1091, 209]
ad-signatory: J. M'LEAN, Master.: [1026, 840, 1091, 850]
foresters-emblem-icon: [806, 1020, 846, 1050]
ad-text: The return trip will be so arranged as to be in time to meet the 6 p.m. train to Christchurch.: [921, 806, 1091, 826]
story-paragraph: 'Does he board with you?' said Guy.: [570, 1051, 691, 1060]
story-paragraph: The meal passed in silence, for though the miller attempted one or two little pleasantries, to which Mr Slater replied with a loud laugh, the remainder of the family seemed in no mood for merriment.: [561, 340, 730, 390]
ad-excursion-pigeon-bay-1: [921, 693, 1091, 854]
signature: PORTONIAN.: [488, 264, 544, 274]
ad-signatory: E. WADMAN,: [981, 342, 1031, 352]
ad-line: Your obedient servant,: [968, 665, 1044, 675]
ad-title: AVON ROAD BOARD.: [784, 1269, 867, 1279]
ad-signatory: H. A. DAVIS,: [1044, 1457, 1091, 1467]
story-paragraph: 'Wall, then this Slater he come along, flinging the greenbacks right and left, talkin' about buyin' a farm and so on, and then the old woman she got it sot in her mind that Dell must hev him. Dell begged and took on awful, but the old lady ripped and tore around so that she was forced into it somehow.': [561, 1303, 730, 1373]
ad-text: Tenders are also invited from persons desirous of Renting Gravel Reserve, now in the occupation of Mr Grimsey.: [741, 1362, 910, 1392]
ad-board-residence: [741, 369, 910, 440]
advertorial: The Effects of Dissipation.—The burning thirst, gnawing in the stomach, headache, nausea, hand-trembling and wakefulness, which are the effects of dissipation, are terribly hard to bear. For these manifestations of a disordered stomach, disturbed brain, and weakened nervous system, as well as for mental exhaustion and physical fatigue, science never provided a specific so pleasanter remedy than Udolpho Wolfe's Schiedam Aromatic Schnapps.—Advt.: [741, 196, 910, 297]
story-paragraph: The meal at length was finished, much to everyone's satisfaction, and the group dispersed.: [561, 663, 730, 683]
continued-note: (Continued.): [444, 314, 487, 324]
price-table: [921, 1211, 1091, 1261]
ad-text: Lyttelton members to meet at the Foresters' Hall, Lyttelton, at 9 a.m.; Christchurch members to meet at the Foresters' Hall, Christchurch, at 9 a.m.: [741, 1174, 910, 1204]
ad-footer: [741, 1463, 910, 1473]
ad-excursion-pigeon-bay-2: [921, 857, 1091, 942]
ad-line: NOTICE.: [989, 225, 1023, 235]
ad-text: THIS is what Robert Burns wished the enemies of Scotland, in his ode to the toothache. This can be remedied by the well-known dentist in Cathedral square—NORMAN—the people's dentist, at the people's prices. Extractions on Wednesdays and Saturdays at 1s Per Tooth. Artificial teeth, best material and workmanship, at 10s 6d per tooth. Fillings in amalgam or gold, at most reasonable prices.: [921, 54, 1091, 144]
price-row: [921, 1252, 1091, 1262]
ad-title: CANTERBURY MUSIC HALL.: [753, 650, 898, 661]
column-6: [916, 40, 1096, 1492]
column-2: [196, 40, 376, 1492]
price-item: Ladies' Dress Rings from: [921, 1221, 1007, 1231]
story-paragraph: After wandering aimlessly through a labyrinth of passages, he stumbled at last into the kitchen, just in time to observe what a pretty picture the brown-eyed Dell made, as her white arms moved deftly in and out of the cream-colored dough before her.: [381, 1155, 550, 1216]
ad-text: THE ANNUAL PUBLIC MEETING of Ratepayers will be held at the Board's office, at noon, on THURSDAY, the 4th January, 1877, for the purpose of Nominating Three Persons to fill the vacancies caused by the retirement by ballot of Messrs W. Langdown, Peter Kerr, and E. Cliphane, and the poll, if necessary, will take place on the following day, between the hours of 9 a.m. and 4 p.m.: [921, 237, 1091, 328]
ad-text-with-steamer: [921, 883, 1091, 913]
ad-line: By order,: [990, 330, 1022, 340]
ad-line: ON THURSDAY, 28th INSTANT,: [767, 775, 884, 785]
ad-line: OLD GOLD AND SILVER BOUGHT, FOREIGN NOTES BOUGHT OR EXCHANGED. OLD COINS BOUGHT.: [921, 1370, 1091, 1400]
ad-line: THIS (SATURDAY) EVENING, DEC. 23,: [752, 662, 899, 672]
ad-text: ACCORDING to resolution passed at the last Quarterly Meeting, Members are hereby Summoned to attend at the: [741, 886, 910, 916]
divider: [741, 191, 910, 192]
story-paragraph: In the midst of his reverie, he became aware of the presence of a second person.: [561, 72, 730, 92]
ad-text: Forming road on Section 33.: [741, 1337, 838, 1347]
ad-text: Are on hand, and he hopes all old customers will pay him a visit.: [921, 1052, 1091, 1072]
story-paragraph: After the interruption, caused by getting the bovine family on the route homeward, Guy somewhat abruptly said:: [561, 893, 730, 923]
column-4: [556, 40, 736, 1553]
column-5: [736, 40, 916, 1492]
price-item: Gold Lockets from: [921, 1251, 985, 1261]
ad-line: Road Board Office,: [741, 1450, 807, 1460]
story-paragraph: 'Don't mind her, she' only fooling.': [390, 976, 506, 986]
story-paragraph: 'Right,' replied the miller; 'just like you, Dell, and then turning to Guy, he continued, 'A right nasty place that Cedar Swamp, sir.': [381, 548, 550, 578]
ad-trade: Undertakers.: [868, 550, 910, 560]
story-paragraph: The virago who had met Guy at his arrival, was present, and, being the miller's help-mate, performed the duties of hostess. This pleasant lady seemed to divide her time between heaping attentions upon Mr Slater and casting suspicious glances at Guy. Vic seemed to seize every opportunity to make sarcastic observations, evidently levelled, much to Guy's relief, at Mr Slater, while the brown-eyed beauty sat in silence, a cold, hard expression on her face, painful to see in one so young.: [561, 393, 730, 504]
story-paragraph: 'Is Mr Slater any relation of your family?': [570, 925, 710, 935]
story-paragraph: No one appeared to notice our traveller, so after a moment's hesitation, he followed the path of the miller, passing his 'friend,' who, with an almost imperceptible countenance, was evidently paying little attention to the earnest and somewhat loud conversation of her companion.: [561, 738, 730, 798]
story-paragraph: Forgetful of his politeness, Guy stood for some minutes in silent admiration of the sylph-like form, the wealth of dark brown hair, and the snowy arms, till suddenly the damsel turned and beheld him, standing in this rather equivocal position.: [381, 1250, 550, 1311]
story-paragraph: 'Thank you,' said Guy. 'If you will accept any—': [381, 645, 550, 665]
ad-line: KOHLER AND BENT'S NOVELTY ENTERTAINMENT.: [763, 687, 888, 707]
price-value: 2 10 0: [1070, 1158, 1091, 1168]
ad-line: TWO CORNER SECTIONS.: [941, 409, 1071, 419]
ad-title: HIGH STREET LOAN AND DISCOUNT OFFICE.: [934, 1306, 1078, 1326]
ad-number: 4499: [921, 927, 937, 937]
